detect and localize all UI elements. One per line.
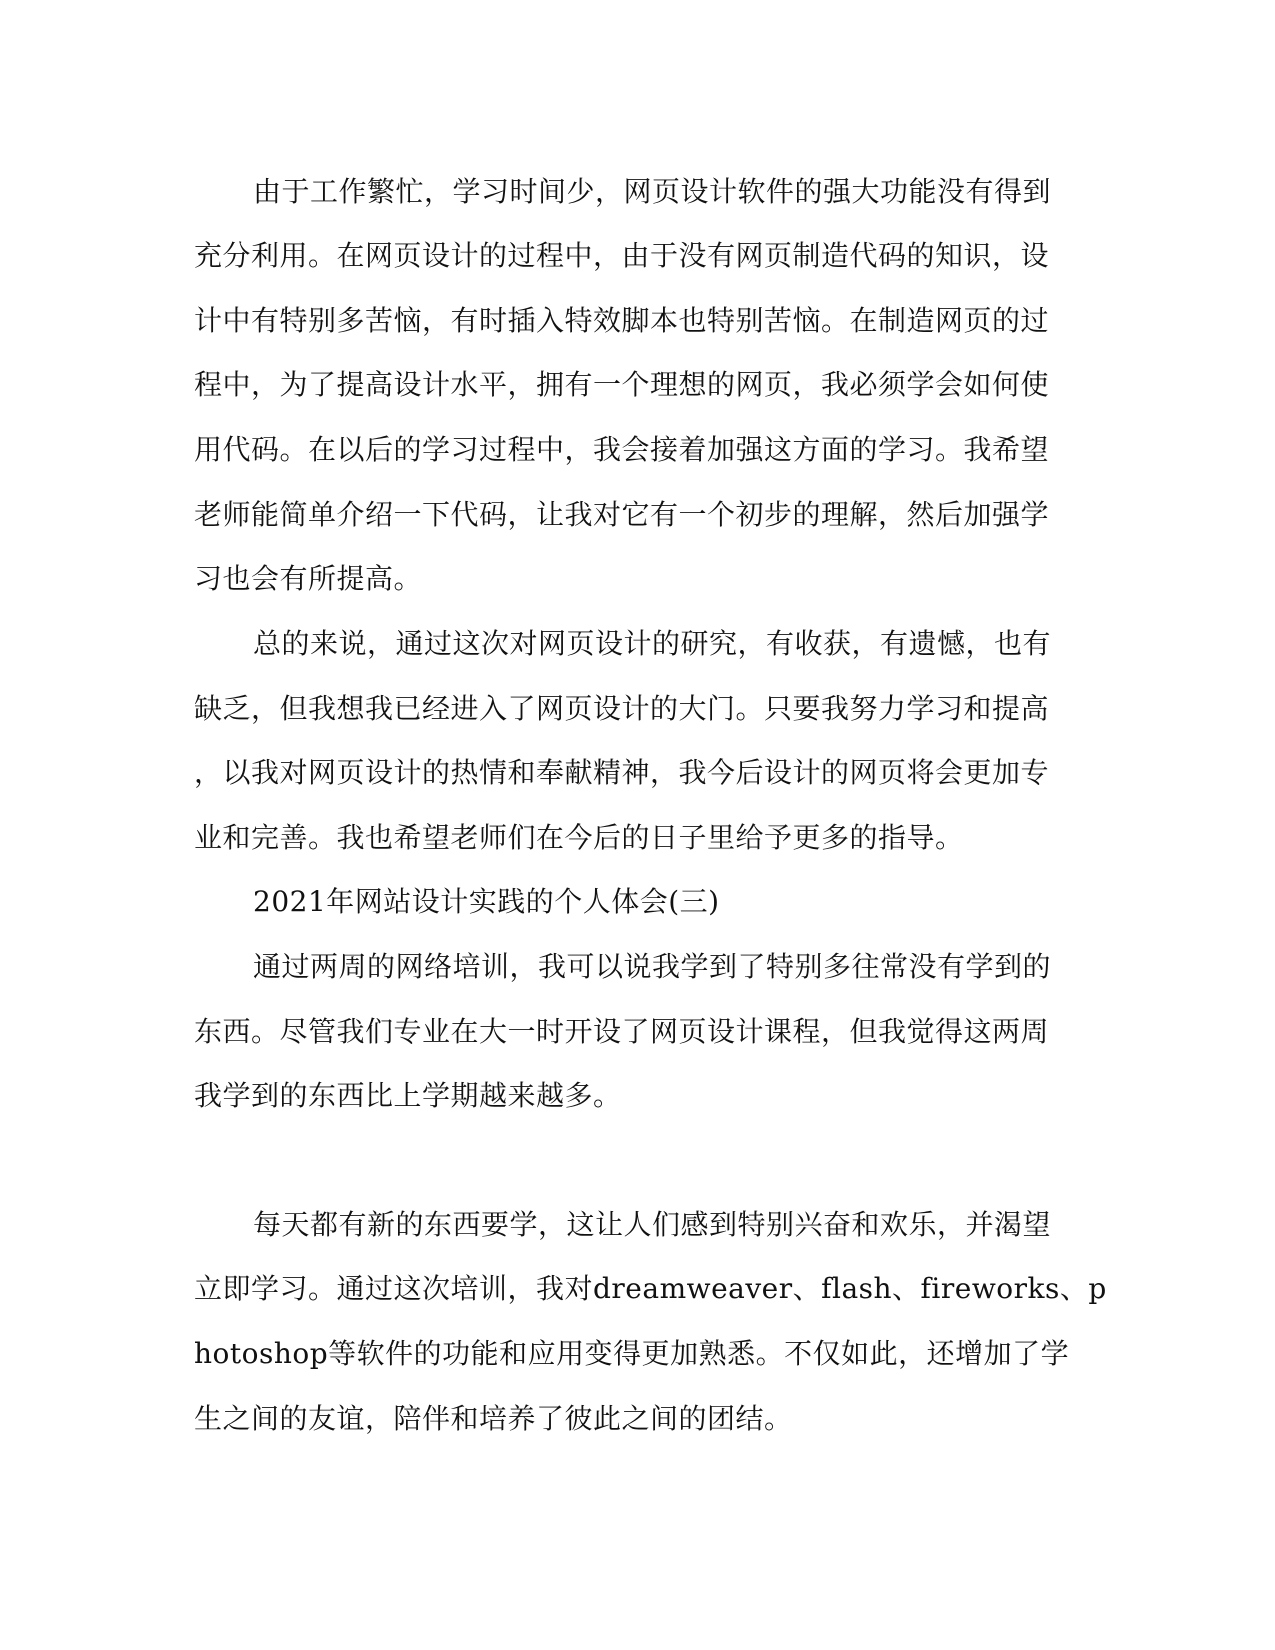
paragraph-line: 充分利用。在网页设计的过程中，由于没有网页制造代码的知识，设 — [194, 239, 1050, 272]
paragraph-line: 通过两周的网络培训，我可以说我学到了特别多往常没有学到的 — [253, 950, 1052, 983]
paragraph-line: 每天都有新的东西要学，这让人们感到特别兴奋和欢乐，并渴望 — [253, 1208, 1052, 1241]
paragraph-line: 计中有特别多苦恼，有时插入特效脚本也特别苦恼。在制造网页的过 — [194, 304, 1050, 337]
paragraph-line: 生之间的友谊，陪伴和培养了彼此之间的团结。 — [194, 1402, 793, 1435]
paragraph-line: 总的来说，通过这次对网页设计的研究，有收获，有遗憾，也有 — [253, 627, 1052, 660]
paragraph-line: 习也会有所提高。 — [194, 562, 423, 595]
paragraph-line: 立即学习。通过这次培训，我对dreamweaver、flash、fireworks、p — [194, 1272, 1107, 1305]
section-heading: 2021年网站设计实践的个人体会(三) — [253, 885, 720, 918]
paragraph-line: 老师能简单介绍一下代码，让我对它有一个初步的理解，然后加强学 — [194, 498, 1050, 531]
paragraph-line: 用代码。在以后的学习过程中，我会接着加强这方面的学习。我希望 — [194, 433, 1050, 466]
paragraph-line: 由于工作繁忙，学习时间少，网页设计软件的强大功能没有得到 — [253, 175, 1052, 208]
paragraph-line: hotoshop等软件的功能和应用变得更加熟悉。不仅如此，还增加了学 — [194, 1337, 1070, 1370]
paragraph-line: ，以我对网页设计的热情和奉献精神，我今后设计的网页将会更加专 — [194, 756, 1050, 789]
paragraph-line: 东西。尽管我们专业在大一时开设了网页设计课程，但我觉得这两周 — [194, 1015, 1050, 1048]
paragraph-line: 我学到的东西比上学期越来越多。 — [194, 1079, 622, 1112]
paragraph-line: 程中，为了提高设计水平，拥有一个理想的网页，我必须学会如何使 — [194, 368, 1050, 401]
paragraph-line: 业和完善。我也希望老师们在今后的日子里给予更多的指导。 — [194, 821, 964, 854]
paragraph-line: 缺乏，但我想我已经进入了网页设计的大门。只要我努力学习和提高 — [194, 692, 1050, 725]
